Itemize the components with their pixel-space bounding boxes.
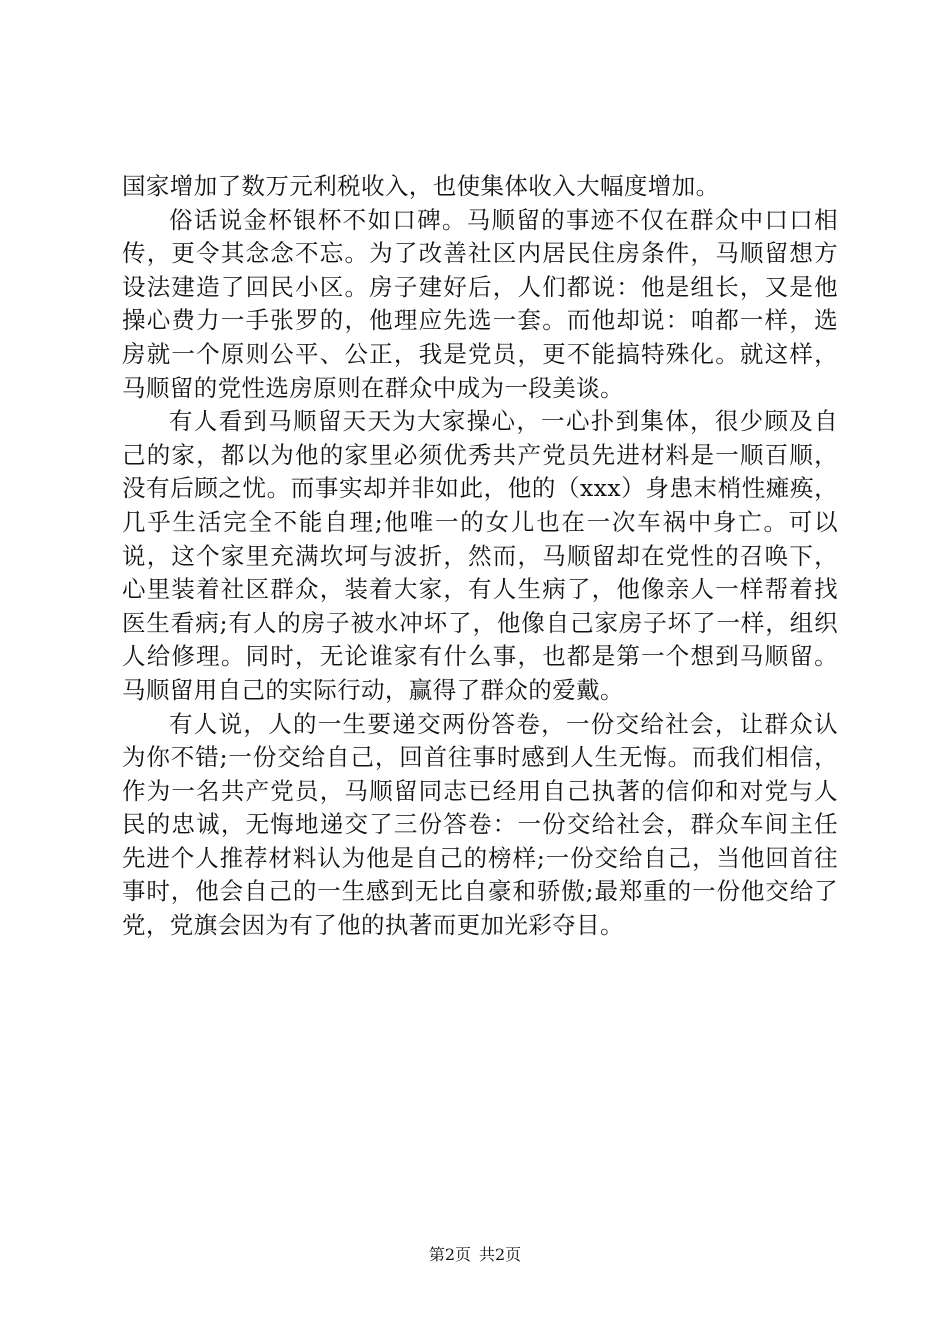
paragraph-continuation: 国家增加了数万元利税收入，也使集体收入大幅度增加。 bbox=[122, 172, 720, 200]
paragraph-answer-sheets: 有人说，人的一生要递交两份答卷，一份交给社会，让群众认为你不错;一份交给自己，回首往事时感到人生无悔。而我们相信，作为一名共产党员，马顺留同志已经用自己执著的信仰和对党与人民的忠诚，无悔地递交了三份答卷：一份交给社会，群众车间主任先进个人推荐材料认为他是自己的榜样;一份交给自己，当他回首往事时，他会自己的一生感到无比自豪和骄傲;最郑重的一份他交给了党，党旗会因为有了他的执著而更加光彩夺目。 bbox=[122, 709, 838, 940]
paragraph-reputation: 俗话说金杯银杯不如口碑。马顺留的事迹不仅在群众中口口相传，更令其念念不忘。为了改善社区内居民住房条件，马顺留想方设法建造了回民小区。房子建好后，人们都说：他是组长，又是他操心费力一手张罗的，他理应先选一套。而他却说：咱都一样，选房就一个原则公平、公正，我是党员，更不能搞特殊化。就这样，马顺留的党性选房原则在群众中成为一段美谈。 bbox=[122, 205, 838, 402]
page-number: 第2页 bbox=[428, 1245, 471, 1264]
document-body bbox=[122, 170, 838, 943]
page-total: 共2页 bbox=[479, 1245, 522, 1264]
paragraph-family: 有人看到马顺留天天为大家操心，一心扑到集体，很少顾及自己的家，都以为他的家里必须优秀共产党员先进材料是一顺百顺，没有后顾之忧。而事实却并非如此，他的（xxx）身患末梢性瘫痪，几乎生活完全不能自理;他唯一的女儿也在一次车祸中身亡。可以说，这个家里充满坎坷与波折，然而，马顺留却在党性的召唤下，心里装着社区群众，装着大家，有人生病了，他像亲人一样帮着找医生看病;有人的房子被水冲坏了，他像自己家房子坏了一样，组织人给修理。同时，无论谁家有什么事，也都是第一个想到马顺留。马顺留用自己的实际行动，赢得了群众的爱戴。 bbox=[122, 407, 838, 704]
page-footer bbox=[0, 1244, 950, 1266]
